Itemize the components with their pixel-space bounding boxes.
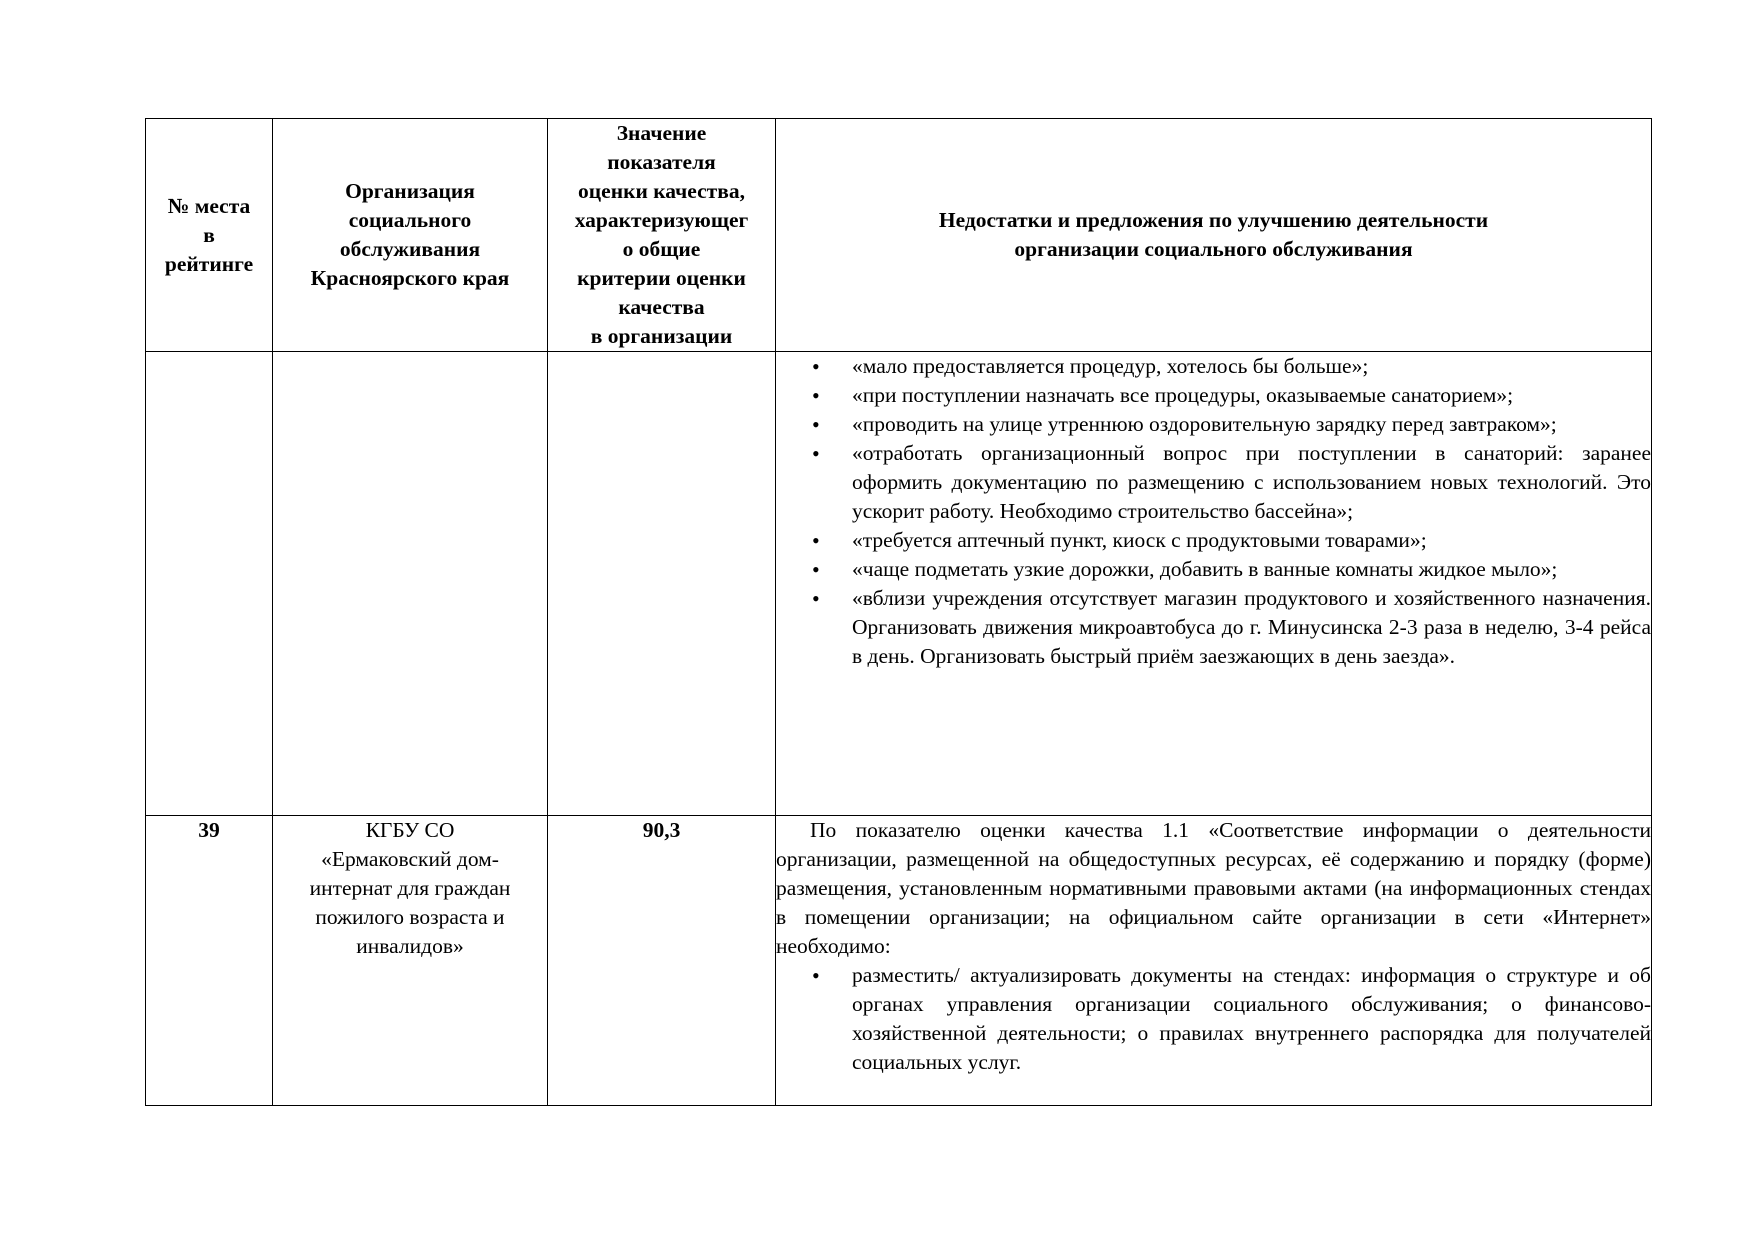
table-row <box>146 352 1652 816</box>
list-item: • «требуется аптечный пункт, киоск с продуктовыми товарами»; <box>776 526 1651 555</box>
header-organization-line: социального <box>348 208 472 232</box>
organization-line: «Ермаковский дом- <box>321 847 499 871</box>
organization-line: интернат для граждан <box>309 876 511 900</box>
header-value-line: оценки качества, <box>578 179 745 203</box>
header-rank <box>146 119 273 352</box>
header-shortcomings-line: организации социального обслуживания <box>1014 237 1413 261</box>
table-header-row <box>146 119 1652 352</box>
header-organization-line: Красноярского края <box>310 266 510 290</box>
list-item: • «при поступлении назначать все процедуры, оказываемые санаторием»; <box>776 381 1651 410</box>
table-row <box>146 816 1652 1106</box>
header-organization-line: обслуживания <box>339 237 481 261</box>
rating-table <box>145 118 1652 1106</box>
header-value-line: характеризующег <box>574 208 749 232</box>
value-cell <box>548 352 776 816</box>
organization-line: инвалидов» <box>356 934 464 958</box>
rank-cell: 39 <box>146 816 273 1106</box>
value-cell: 90,3 <box>548 816 776 1106</box>
bullet-list <box>776 352 1651 671</box>
header-rank-line: № места <box>167 193 251 218</box>
organization-cell <box>273 352 548 816</box>
header-value-line: Значение <box>616 121 707 145</box>
list-item: • «проводить на улице утреннюю оздоровительную зарядку перед завтраком»; <box>776 410 1651 439</box>
recommendation-paragraph: По показателю оценки качества 1.1 «Соответствие информации о деятельности организации, размещенной на общедоступных ресурсах, её содержанию и порядку (форме) размещения, установленным нормативными правовыми актами (на информационных стендах в помещении организации; на официальном сайте организации в сети «Интернет» необходимо: <box>776 818 1651 958</box>
organization-line: пожилого возраста и <box>315 905 505 929</box>
header-value-line: качества <box>618 295 705 319</box>
header-rank-line: в <box>203 222 215 247</box>
list-item: • «отработать организационный вопрос при поступлении в санаторий: заранее оформить документацию по размещению с использованием новых технологий. Это ускорит работу. Необходимо строительство бассейна»; <box>776 439 1651 526</box>
list-item: • «мало предоставляется процедур, хотелось бы больше»; <box>776 352 1651 381</box>
header-rank-line: рейтинге <box>164 251 254 276</box>
header-shortcomings-line: Недостатки и предложения по улучшению деятельности <box>938 208 1489 232</box>
header-organization-line: Организация <box>345 179 475 203</box>
header-value-line: в организации <box>590 324 733 348</box>
shortcomings-cell <box>776 816 1652 1106</box>
header-value-line: критерии оценки <box>577 266 746 290</box>
shortcomings-cell <box>776 352 1652 816</box>
header-value <box>548 119 776 352</box>
header-value-line: показателя <box>607 150 716 174</box>
organization-cell <box>273 816 548 1106</box>
header-value-line: о общие <box>622 237 701 261</box>
list-item: • разместить/ актуализировать документы на стендах: информация о структуре и об органах управления организации социального обслуживания; о финансово-хозяйственной деятельности; о правилах внутреннего распорядка для получателей социальных услуг. <box>776 961 1651 1077</box>
header-organization <box>273 119 548 352</box>
list-item: • «чаще подметать узкие дорожки, добавить в ванные комнаты жидкое мыло»; <box>776 555 1651 584</box>
rank-cell <box>146 352 273 816</box>
list-item: • «вблизи учреждения отсутствует магазин продуктового и хозяйственного назначения. Организовать движения микроавтобуса до г. Минусинска 2-3 раза в неделю, 3-4 рейса в день. Организовать быстрый приём заезжающих в день заезда». <box>776 584 1651 671</box>
header-shortcomings <box>776 119 1652 352</box>
bullet-list <box>776 961 1651 1077</box>
organization-line: КГБУ СО <box>365 818 455 842</box>
